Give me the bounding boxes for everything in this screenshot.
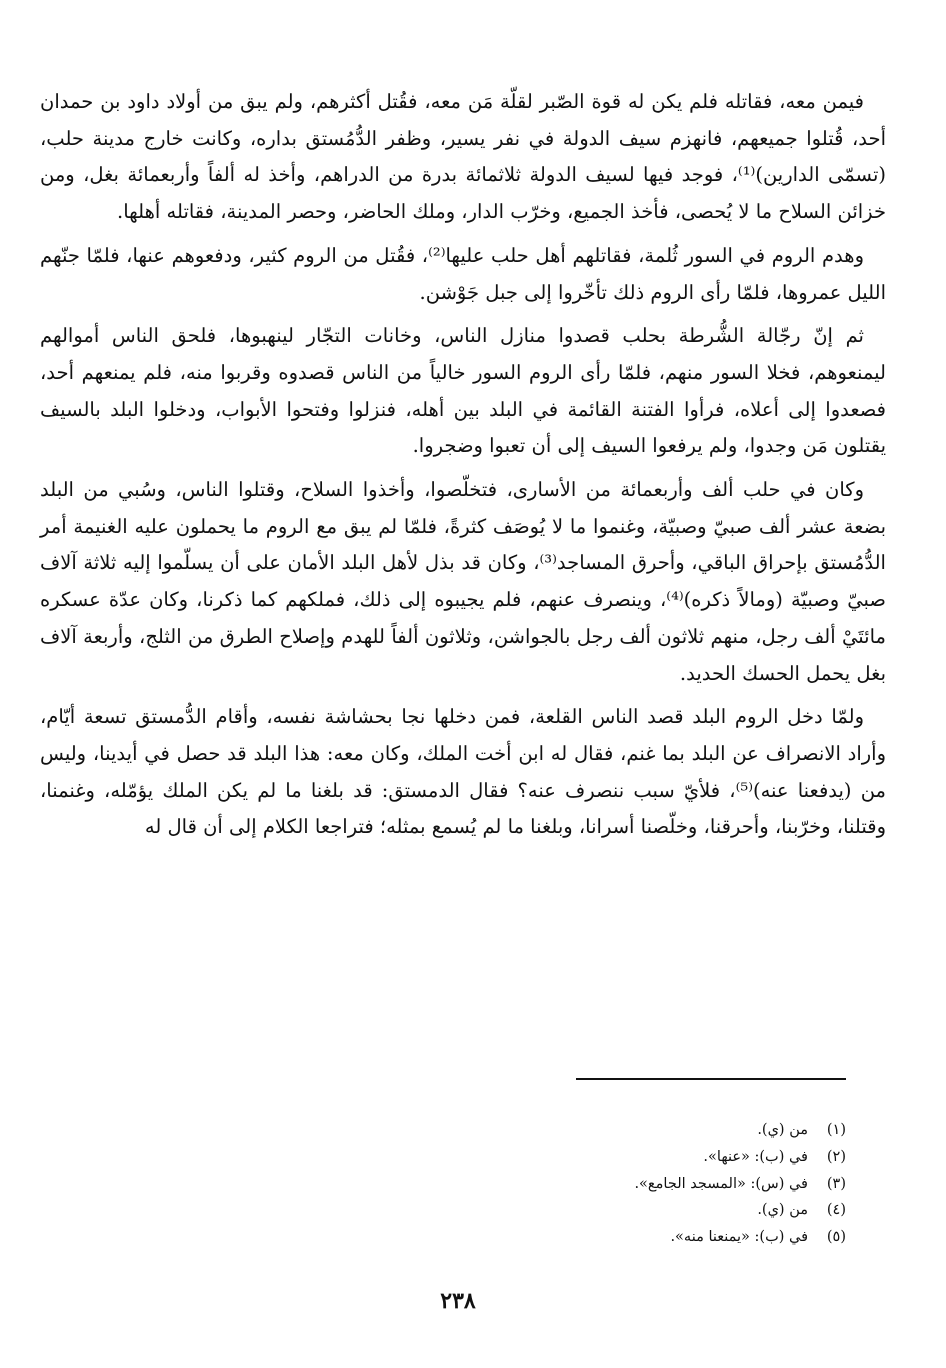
footnote-1 [286, 1117, 846, 1144]
paragraph-5: ولمّا دخل الروم البلد قصد الناس القلعة، فمن دخلها نجا بحشاشة نفسه، وأقام الدُّمستق تسعة أيّام، وأراد الانصراف عن البلد بما غنم، فقال له ابن أخت الملك، وكان معه: هذا البلد قد حصل في أيدينا، وليس من (يدفعنا عنه)⁽⁵⁾، فلأيّ سبب ننصرف عنه؟ فقال الدمستق: قد بلغنا ما لم يكن الملك يؤمّله، وغنمنا، وقتلنا، وخرّبنا، وأحرقنا، وخلّصنا أسرانا، وبلغنا ما لم يُسمع بمثله؛ فتراجعا الكلام إلى أن قال له [40, 705, 886, 839]
page-number: ٢٣٨ [440, 1288, 476, 1314]
paragraph-2: وهدم الروم في السور ثُلمة، فقاتلهم أهل حلب عليها⁽²⁾، فقُتل من الروم كثير، ودفعوهم عنها، فلمّا جنّهم الليل عمروها، فلمّا رأى الروم ذلك تأخّروا إلى جبل جَوْشن. [40, 243, 886, 304]
footnote-3 [286, 1171, 846, 1198]
footnote-separator [576, 1078, 846, 1080]
footnote-number: (٥) [826, 1229, 846, 1246]
footnote-text: في (ب): «يمنعنا منه». [670, 1229, 808, 1246]
footnote-number: (٣) [826, 1175, 846, 1192]
main-text [40, 84, 886, 853]
paragraph-1: فيمن معه، فقاتله فلم يكن له قوة الصّبر لقلّة مَن معه، فقُتل أكثرهم، ولم يبق من أولاد داود بن حمدان أحد، قُتلوا جميعهم، فانهزم سيف الدولة في نفر يسير، وظفر الدُّمُستق بداره، وكانت خارج مدينة حلب، (تسمّى الدارين)⁽¹⁾، فوجد فيها لسيف الدولة ثلاثمائة بدرة من الدراهم، وأخذ له ألفاً وأربعمائة بغل، ومن خزائن السلاح ما لا يُحصى، فأخذ الجميع، وخرّب الدار، وملك الحاضر، وحصر المدينة، فقاتله أهلها. [40, 90, 886, 224]
footnote-5 [286, 1224, 846, 1251]
footnote-number: (٢) [826, 1148, 846, 1165]
paragraph-3: ثم إنّ رجّالة الشُّرطة بحلب قصدوا منازل الناس، وخانات التجّار لينهبوها، فلحق الناس أموالهم ليمنعوهم، فخلا السور منهم، فلمّا رأى الروم السور خالياً من الناس قصدوه وقربوا منه، فلم يمنعهم أحد، فصعدوا إلى أعلاه، فرأوا الفتنة القائمة في البلد بين أهله، فنزلوا وفتحوا الأبواب، ودخلوا البلد بالسيف يقتلون مَن وجدوا، ولم يرفعوا السيف إلى أن تعبوا وضجروا. [40, 324, 886, 458]
footnote-text: في (ب): «عنها». [703, 1148, 808, 1165]
footnote-2 [286, 1144, 846, 1171]
footnotes-list [286, 1117, 846, 1251]
footnote-text: من (ي). [757, 1202, 808, 1219]
footnote-text: في (س): «المسجد الجامع». [634, 1175, 808, 1192]
paragraph-4: وكان في حلب ألف وأربعمائة من الأسارى، فتخلّصوا، وأخذوا السلاح، وقتلوا الناس، وسُبي من البلد بضعة عشر ألف صبيّ وصبيّة، وغنموا ما لا يُوصَف كثرةً، فلمّا لم يبق مع الروم ما يحملون عليه الغنيمة أمر الدُّمُستق بإحراق الباقي، وأحرق المساجد⁽³⁾، وكان قد بذل لأهل البلد الأمان على أن يسلّموا إليه ثلاثة آلاف صبيّ وصبيّة (ومالاً ذكره)⁽⁴⁾، وينصرف عنهم، فلم يجيبوه إلى ذلك، فملكهم كما ذكرنا، وكان عدّة عسكره مائتَيْ ألف رجل، منهم ثلاثون ألف رجل بالجواشن، وثلاثون ألفاً للهدم وإصلاح الطرق من الثلج، وأربعة آلاف بغل يحمل الحسك الحديد. [40, 478, 886, 685]
footnote-number: (١) [826, 1122, 846, 1138]
footnote-number: (٤) [826, 1202, 846, 1219]
footnote-4 [286, 1197, 846, 1224]
footnote-text: من (ي). [757, 1122, 808, 1138]
